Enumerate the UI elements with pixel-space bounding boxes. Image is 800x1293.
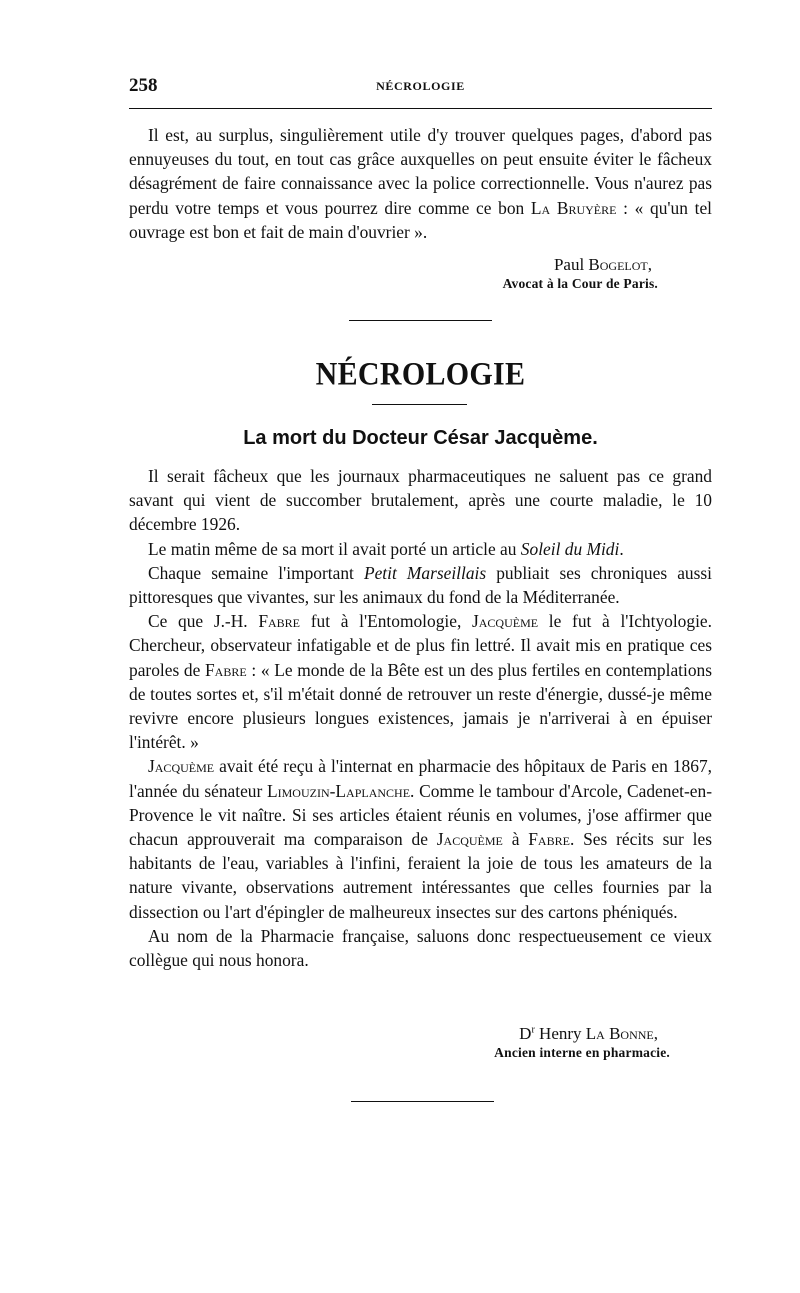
separator-rule [349,320,492,321]
page-header [129,75,712,99]
signature-last-name: La Bonne, [585,1024,658,1043]
previous-article [129,123,712,244]
text-run: Chaque semaine l'important [148,562,364,583]
signature-first-name: Henry [539,1024,582,1043]
text-run: avait été reçu à l'internat en pharmacie des hôpitaux de Paris en 1867, l'année du sénateur [129,756,712,801]
signature-prefix: D [519,1024,532,1043]
signature-last-name: Bogelot, [588,255,652,274]
previous-article-signature [420,255,658,292]
newspaper-title: Soleil du Midi [520,538,620,559]
person-name: Jacquème [436,829,503,850]
article-paragraph: Il serait fâcheux que les journaux pharmaceutiques ne saluent pas ce grand savant qui vient de succomber brutalement, après une courte maladie, le 10 décembre 1926. [129,466,712,535]
text-run: à [502,829,529,850]
text-run: Le matin même de sa mort il avait porté un article au [148,538,521,559]
person-name: Jacquème [471,611,539,632]
text-run: . [619,538,624,559]
article-body [129,464,712,972]
text-run: le fut à l'Ichtyologie. Chercheur, observateur infatigable et de plus fin lettré. Il avait mis en pratique ces paroles de [129,611,712,680]
person-name: Fabre [258,611,301,632]
text-run: : « qu'un tel ouvrage est bon et fait de main d'ouvrier ». [129,197,712,242]
text-run: fut à l'Entomologie, [300,611,472,632]
article-paragraph [129,561,712,609]
article-paragraph: Au nom de la Pharmacie française, saluons donc respectueusement ce vieux collègue qui nous honora. [129,925,712,971]
signature-title: Ancien interne en pharmacie. [494,1045,670,1060]
article-paragraph [129,537,712,561]
title-underline-rule [372,404,467,405]
signature-title: Avocat à la Cour de Paris. [502,276,658,291]
newspaper-title: Petit Marseillais [363,562,487,583]
running-title: NÉCROLOGIE [376,79,465,93]
person-name: Jacquème [148,756,215,777]
text-run: : « Le monde de la Bête est un des plus fertiles en contemplations de toutes sortes et, s'il m'était donné de retrouver un reste d'énergie, dussé-je même revivre encore plusieurs longues existences, jamais je n'arriverai à en épuiser l'intérêt. » [129,659,712,753]
article-title: La mort du Docteur César Jacquème. [243,427,598,449]
person-name: Limouzin-Laplanche [267,780,411,801]
signature-prefix-sup: r [531,1024,535,1036]
person-name: Fabre [528,829,570,850]
section-title: NÉCROLOGIE [315,356,526,393]
signature-name [420,1024,670,1044]
text-run: Il est, au surplus, singulièrement utile d'y trouver quelques pages, d'abord pas ennuyeuses du tout, en tout cas grâce auxquelles on peut ensuite éviter le fâcheux désagrément de faire connaissance avec la police correctionnelle. Vous n'aurez pas perdu votre temps et vous pourrez dire comme ce bon [129,125,712,218]
signature-first-name: Paul [553,255,585,274]
previous-article-paragraph [129,123,712,244]
article-paragraph [129,609,712,754]
article-signature [420,1024,670,1061]
author-reference: La Bruyère [530,197,617,218]
text-run: . Ses récits sur les habitants de l'eau, variables à l'infini, feraient la joie de tous les amateurs de la nature vivante, observations autrement intéressantes que celles fournies par la dissection ou l'art d'épingler de malheureux insectes sur des cartons phéniqués. [129,829,712,922]
header-rule [129,108,712,109]
end-separator-rule [351,1101,494,1102]
text-run: Ce que J.-H. [148,611,259,632]
text-run: publiait ses chroniques aussi pittoresques que vivantes, sur les animaux du fond de la Méditerranée. [129,562,712,608]
article-paragraph [129,754,712,923]
text-run: . Comme le tambour d'Arcole, Cadenet-en-Provence le vit naître. Si ses articles étaient réunis en volumes, j'ose affirmer que chacun approuverait ma comparaison de [129,780,713,850]
signature-name [420,255,658,275]
person-name: Fabre [204,659,247,680]
page-number: 258 [129,75,158,96]
